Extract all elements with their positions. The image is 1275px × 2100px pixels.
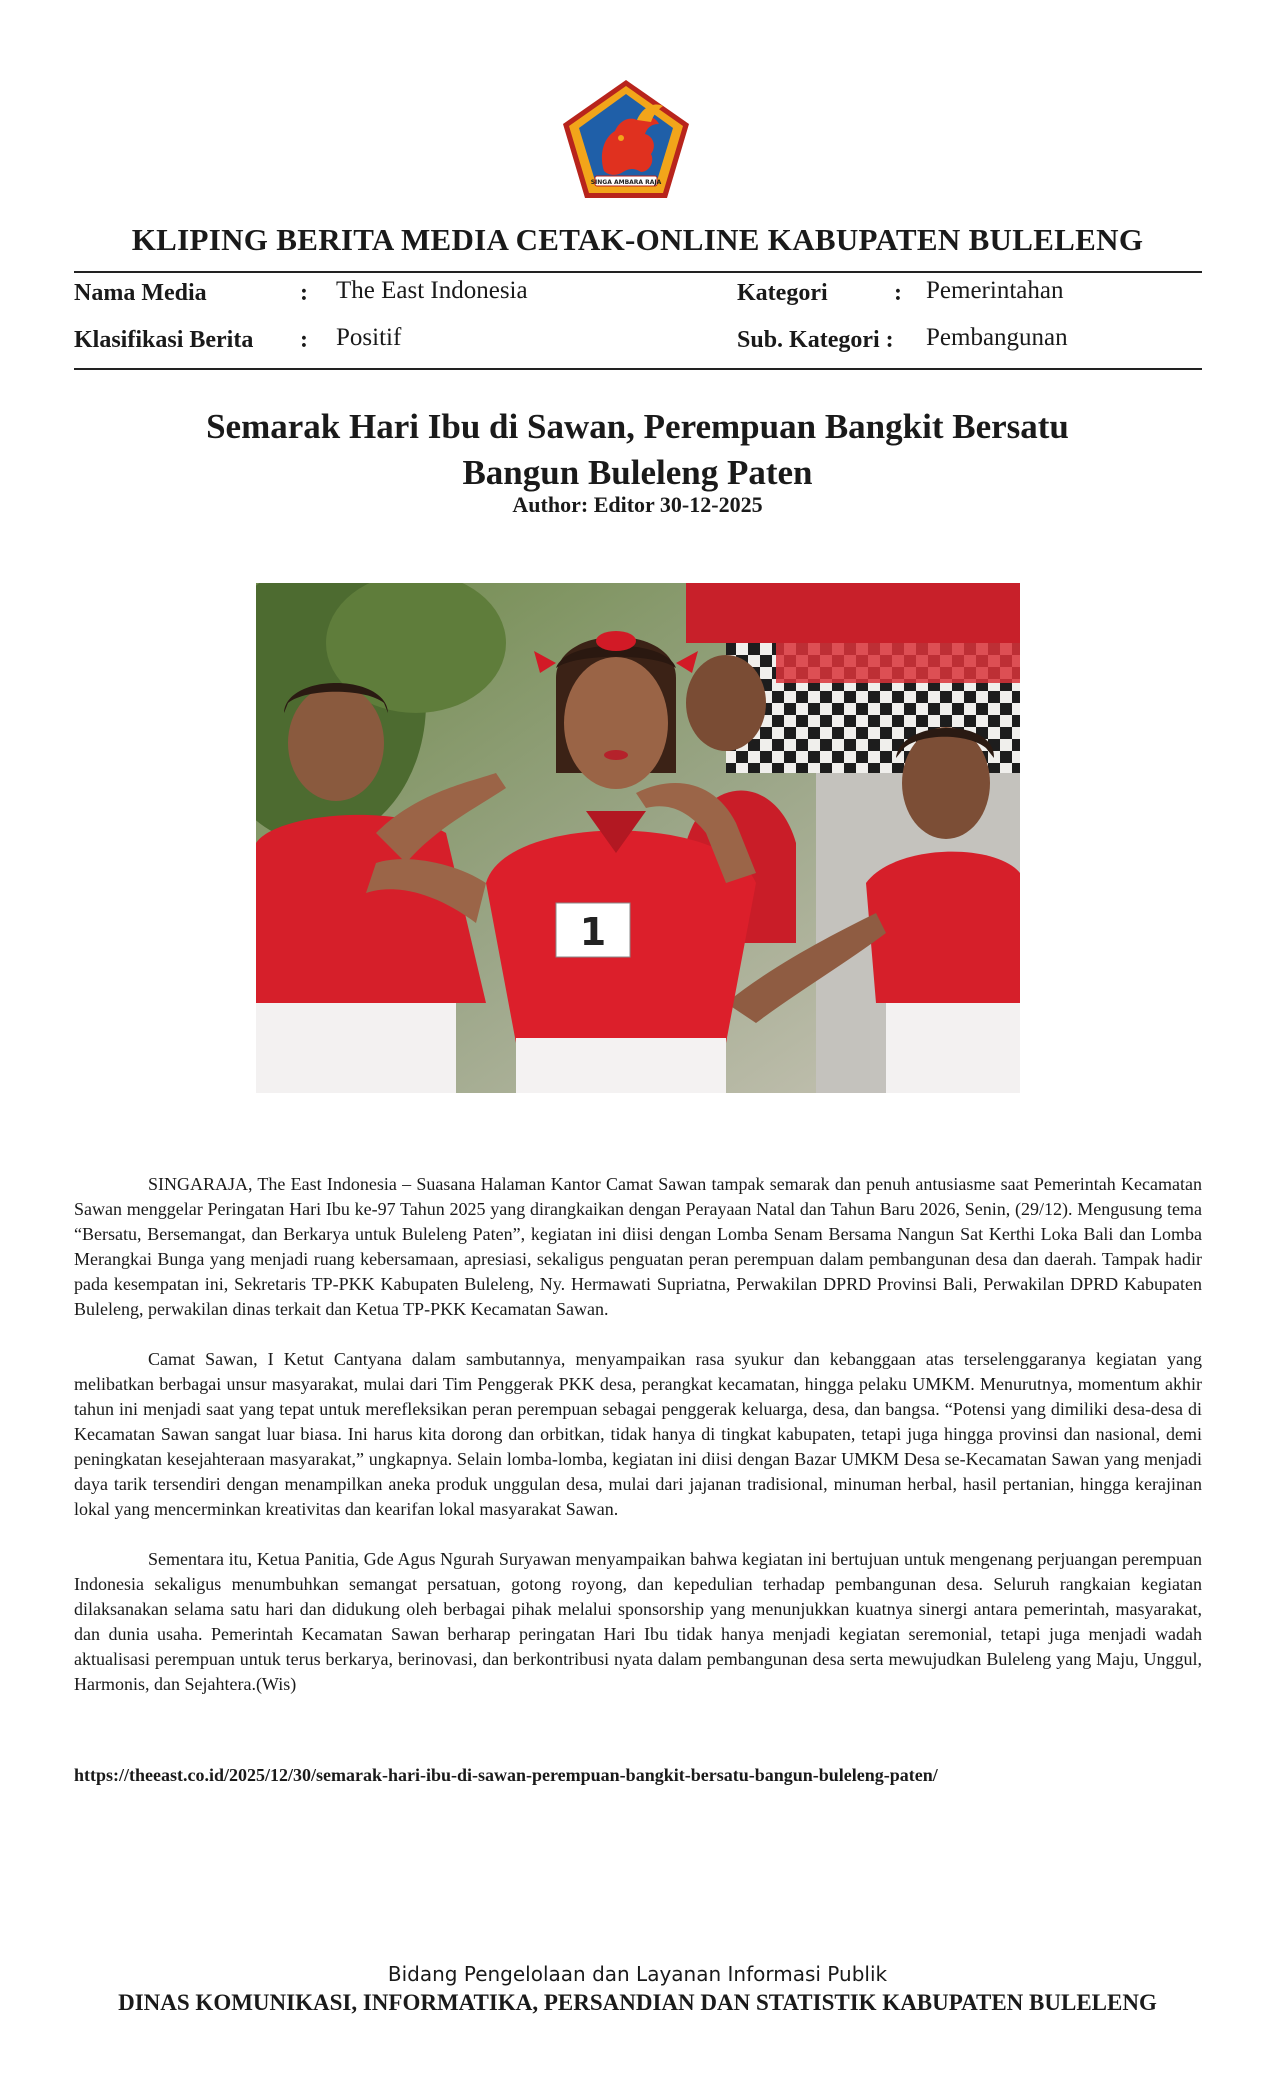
emblem-caption: SINGA AMBARA RAJA <box>590 179 662 186</box>
footer-division-name: Bidang Pengelolaan dan Layanan Informasi Publik <box>387 1962 888 1986</box>
subcategory-label: Sub. Kategori : <box>737 327 894 353</box>
header-divider-top <box>74 271 1202 273</box>
article-author-date: Author: Editor 30-12-2025 <box>512 492 763 517</box>
category-value: Pemerintahan <box>926 277 1064 304</box>
article-body <box>74 1172 1202 1722</box>
category-label: Kategori <box>737 280 828 306</box>
article-title-line2: Bangun Buleleng Paten <box>462 453 813 492</box>
source-url-link[interactable]: https://theeast.co.id/2025/12/30/semarak-hari-ibu-di-sawan-perempuan-bangkit-bersatu-bangun-buleleng-paten/ <box>74 1765 938 1785</box>
footer-agency-name: DINAS KOMUNIKASI, INFORMATIKA, PERSANDIAN DAN STATISTIK KABUPATEN BULELENG <box>118 1990 1157 2015</box>
kabupaten-buleleng-emblem <box>559 76 693 202</box>
header-divider-bottom <box>74 368 1202 370</box>
clipping-header-title: KLIPING BERITA MEDIA CETAK-ONLINE KABUPATEN BULELENG <box>131 222 1144 257</box>
article-title <box>150 404 1125 496</box>
news-classification-value: Positif <box>336 324 402 351</box>
subcategory-value: Pembangunan <box>926 324 1068 351</box>
article-paragraph-1: SINGARAJA, The East Indonesia – Suasana Halaman Kantor Camat Sawan tampak semarak dan penuh antusiasme saat Pemerintah Kecamatan Sawan menggelar Peringatan Hari Ibu ke-97 Tahun 2025 yang dirangkaikan dengan Perayaan Natal dan Tahun Baru 2026, Senin, (29/12). Mengusung tema “Bersatu, Bersemangat, dan Berkarya untuk Buleleng Paten”, kegiatan ini diisi dengan Lomba Senam Bersama Nangun Sat Kerthi Loka Bali dan Lomba Merangkai Bunga yang menjadi ruang kebersamaan, apresiasi, sekaligus penguatan peran perempuan dalam pembangunan desa dan daerah. Tampak hadir pada kesempatan ini, Sekretaris TP-PKK Kabupaten Buleleng, Ny. Hermawati Supriatna, Perwakilan DPRD Provinsi Bali, Perwakilan DPRD Kabupaten Buleleng, perwakilan dinas terkait dan Ketua TP-PKK Kecamatan Sawan. <box>74 1174 1202 1319</box>
news-classification-colon: : <box>300 327 308 353</box>
article-paragraph-3: Sementara itu, Ketua Panitia, Gde Agus Ngurah Suryawan menyampaikan bahwa kegiatan ini bertujuan untuk mengenang perjuangan perempuan Indonesia sekaligus menumbuhkan semangat persatuan, gotong royong, dan kepedulian terhadap pembangunan desa. Seluruh rangkaian kegiatan dilaksanakan selama satu hari dan didukung oleh berbagai pihak melalui sponsorship yang menunjukkan kuatnya sinergi antara pemerintah, masyarakat, dan dunia usaha. Pemerintah Kecamatan Sawan berharap peringatan Hari Ibu tidak hanya menjadi kegiatan seremonial, tetapi juga menjadi wadah aktualisasi perempuan untuk terus berkarya, berinovasi, dan berkontribusi nyata dalam pembangunan desa serta mewujudkan Buleleng yang Maju, Unggul, Harmonis, dan Sejahtera.(Wis) <box>74 1549 1202 1694</box>
article-photo <box>256 583 1020 1093</box>
news-classification-label: Klasifikasi Berita <box>74 327 254 353</box>
category-colon: : <box>894 280 902 306</box>
media-name-colon: : <box>300 280 308 306</box>
media-name-label: Nama Media <box>74 280 207 306</box>
article-paragraph-2: Camat Sawan, I Ketut Cantyana dalam sambutannya, menyampaikan rasa syukur dan kebanggaan atas terselenggaranya kegiatan yang melibatkan berbagai unsur masyarakat, mulai dari Tim Penggerak PKK desa, perangkat kecamatan, hingga pelaku UMKM. Menurutnya, momentum akhir tahun ini menjadi saat yang tepat untuk merefleksikan peran perempuan sebagai penggerak keluarga, desa, dan bangsa. “Potensi yang dimiliki desa-desa di Kecamatan Sawan sangat luar biasa. Ini harus kita dorong dan orbitkan, tidak hanya di tingkat kabupaten, tetapi juga hingga provinsi dan nasional, demi peningkatan kesejahteraan masyarakat,” ungkapnya. Selain lomba-lomba, kegiatan ini diisi dengan Bazar UMKM Desa se-Kecamatan Sawan yang menjadi daya tarik tersendiri dengan menampilkan aneka produk unggulan desa, mulai dari jajanan tradisional, minuman herbal, hasil pertanian, hingga kerajinan lokal yang mencerminkan kreativitas dan kearifan lokal masyarakat Sawan. <box>74 1349 1202 1519</box>
article-title-line1: Semarak Hari Ibu di Sawan, Perempuan Bangkit Bersatu <box>206 407 1069 446</box>
photo-bib-number: 1 <box>579 910 607 954</box>
media-name-value: The East Indonesia <box>336 277 528 304</box>
